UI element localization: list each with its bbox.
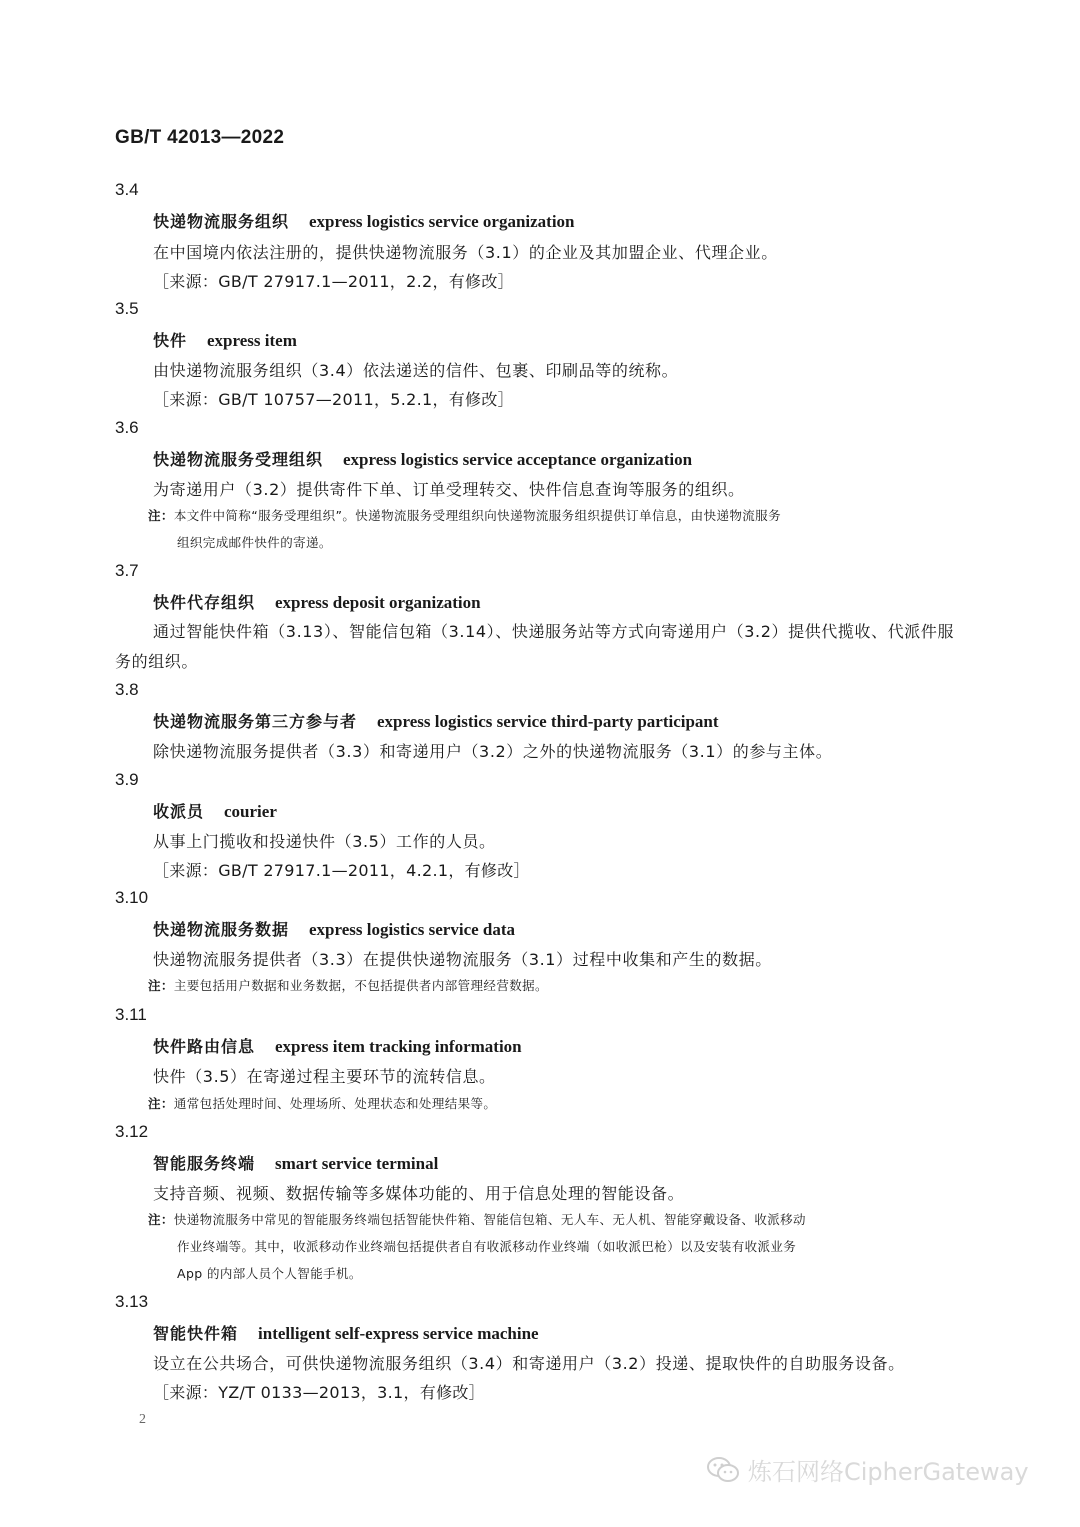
term-zh: 快件代存组织 [153, 593, 256, 612]
entry-definition: 快件（3.5）在寄递过程主要环节的流转信息。 [153, 1067, 496, 1086]
note-label: 注： [148, 978, 174, 993]
entry-source: ［来源：GB/T 27917.1—2011，2.2，有修改］ [153, 272, 514, 291]
term-en: intelligent self-express service machine [258, 1324, 539, 1343]
entry-number: 3.11 [115, 1005, 147, 1024]
term-en: express logistics service organization [309, 212, 575, 231]
term-zh: 智能快件箱 [153, 1324, 239, 1343]
entry-term [153, 1034, 522, 1057]
entry-note [148, 972, 960, 999]
note-label: 注： [148, 1212, 174, 1227]
watermark-text: 炼石网络CipherGateway [748, 1458, 1029, 1486]
entry-note [148, 1206, 960, 1287]
entry-number: 3.10 [115, 888, 149, 907]
entry-number: 3.9 [115, 770, 139, 789]
term-zh: 快件路由信息 [153, 1037, 256, 1056]
entry-number: 3.7 [115, 561, 139, 580]
entry-term [153, 447, 692, 470]
entry-term [153, 1151, 438, 1174]
entry-term [153, 590, 481, 613]
entry-definition: 除快递物流服务提供者（3.3）和寄递用户（3.2）之外的快递物流服务（3.1）的参与主体。 [153, 742, 833, 761]
term-zh: 智能服务终端 [153, 1154, 256, 1173]
term-en: express deposit organization [275, 593, 481, 612]
note-line: 主要包括用户数据和业务数据，不包括提供者内部管理经营数据。 [173, 978, 548, 993]
entry-term [153, 209, 575, 232]
entry-number: 3.13 [115, 1292, 149, 1311]
entry-term [153, 917, 515, 940]
entry-definition: 从事上门揽收和投递快件（3.5）工作的人员。 [153, 832, 496, 851]
entry-source: ［来源：GB/T 10757—2011，5.2.1，有修改］ [153, 390, 514, 409]
entry-definition: 设立在公共场合，可供快递物流服务组织（3.4）和寄递用户（3.2）投递、提取快件的自助服务设备。 [153, 1354, 905, 1373]
entry-source: ［来源：GB/T 27917.1—2011，4.2.1，有修改］ [153, 861, 530, 880]
wechat-icon [706, 1456, 740, 1484]
term-zh: 快递物流服务数据 [153, 920, 290, 939]
entry-term [153, 1321, 539, 1344]
standard-code-header: GB/T 42013—2022 [115, 127, 285, 148]
entry-term [153, 328, 297, 351]
note-label: 注： [148, 1096, 174, 1111]
entry-term [153, 709, 719, 732]
entry-definition: 通过智能快件箱（3.13）、智能信包箱（3.14）、快递服务站等方式向寄递用户（3.2）提供代揽收、代派件服务的组织。 [115, 622, 955, 671]
term-en: express logistics service acceptance organization [343, 450, 693, 469]
note-line: 快递物流服务中常见的智能服务终端包括智能快件箱、智能信包箱、无人车、无人机、智能穿戴设备、收派移动 [173, 1212, 806, 1227]
note-line: 通常包括处理时间、处理场所、处理状态和处理结果等。 [173, 1096, 497, 1111]
watermark [706, 1452, 1029, 1487]
note-line: App 的内部人员个人智能手机。 [177, 1266, 362, 1281]
entry-definition: 快递物流服务提供者（3.3）在提供快递物流服务（3.1）过程中收集和产生的数据。 [153, 950, 772, 969]
entry-note [148, 1090, 960, 1117]
entry-number: 3.12 [115, 1122, 149, 1141]
entry-definition: 支持音频、视频、数据传输等多媒体功能的、用于信息处理的智能设备。 [153, 1184, 685, 1203]
entry-number: 3.5 [115, 299, 139, 318]
note-label: 注： [148, 508, 174, 523]
entry-term [153, 799, 277, 822]
entry-definition: 由快递物流服务组织（3.4）依法递送的信件、包裹、印刷品等的统称。 [153, 361, 679, 380]
note-line: 本文件中简称“服务受理组织”。快递物流服务受理组织向快递物流服务组织提供订单信息，由快递物流服务 [173, 508, 781, 523]
term-zh: 快递物流服务组织 [153, 212, 290, 231]
term-en: express logistics service data [309, 920, 516, 939]
term-zh: 快递物流服务受理组织 [153, 450, 324, 469]
term-en: express item [207, 331, 297, 350]
note-line: 组织完成邮件快件的寄递。 [177, 535, 332, 550]
term-en: express item tracking information [275, 1037, 522, 1056]
entry-definition: 为寄递用户（3.2）提供寄件下单、订单受理转交、快件信息查询等服务的组织。 [153, 480, 745, 499]
note-line: 作业终端等。其中，收派移动作业终端包括提供者自有收派移动作业终端（如收派巴枪）以及安装有收派业务 [177, 1239, 797, 1254]
term-en: courier [224, 802, 277, 821]
term-zh: 收派员 [153, 802, 205, 821]
term-zh: 快件 [153, 331, 188, 350]
entry-number: 3.8 [115, 680, 139, 699]
term-en: smart service terminal [275, 1154, 439, 1173]
term-zh: 快递物流服务第三方参与者 [153, 712, 358, 731]
page-number: 2 [139, 1412, 146, 1427]
entry-definition: 在中国境内依法注册的，提供快递物流服务（3.1）的企业及其加盟企业、代理企业。 [153, 243, 778, 262]
entry-number: 3.4 [115, 180, 139, 199]
entry-number: 3.6 [115, 418, 139, 437]
entry-note [148, 502, 960, 556]
term-en: express logistics service third-party participant [377, 712, 719, 731]
entry-source: ［来源：YZ/T 0133—2013，3.1，有修改］ [153, 1383, 485, 1402]
